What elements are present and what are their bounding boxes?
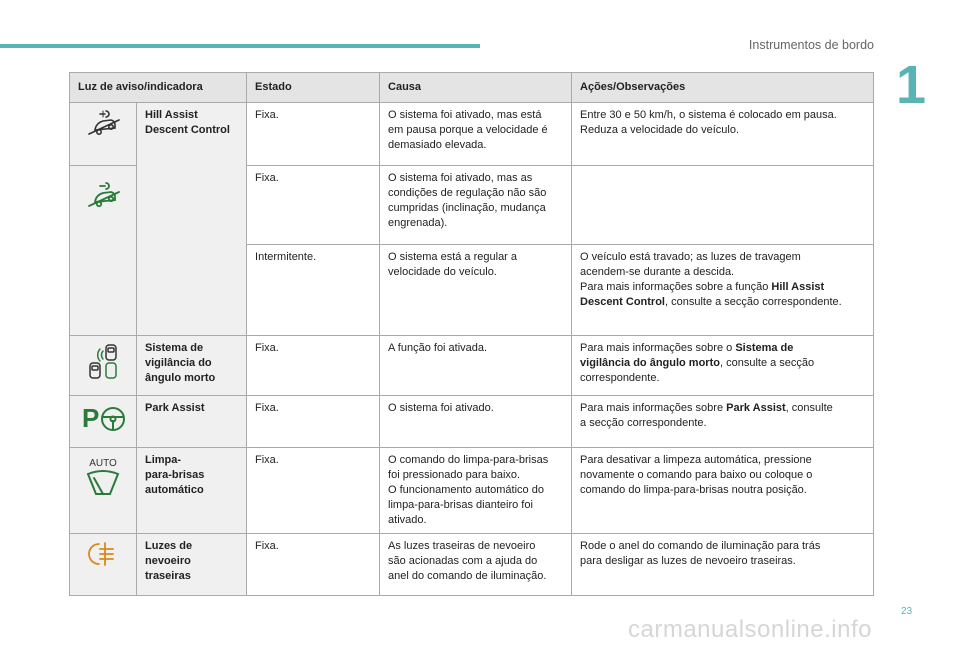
auto-wiper-icon <box>80 456 126 500</box>
status-cell <box>247 396 380 448</box>
cause-text: são acionadas com a ajuda do <box>388 555 538 567</box>
cause-text: condições de regulação não são <box>388 187 547 199</box>
ref-suffix: , consulte <box>785 402 833 414</box>
cause-text: limpa-para-brisas dianteiro foi <box>388 499 533 511</box>
light-name: traseiras <box>145 570 191 582</box>
cause-text: cumpridas (inclinação, mudança <box>388 202 546 214</box>
actions-text: Para desativar a limpeza automática, pressione <box>580 454 812 466</box>
status-cell <box>247 103 380 166</box>
actions-text <box>580 280 865 295</box>
page-number: 23 <box>901 606 913 617</box>
cause-text: ativado. <box>388 514 427 526</box>
cause-text: O comando do limpa-para-brisas <box>388 454 549 466</box>
ref-bold: Descent Control <box>580 296 665 308</box>
status-cell <box>247 448 380 534</box>
ref-bold: vigilância do ângulo morto <box>580 357 720 369</box>
light-name: Luzes de <box>145 540 193 552</box>
ref-suffix: , consulte a secção <box>719 357 815 369</box>
ref-bold: Park Assist <box>726 402 786 414</box>
ref-bold: Sistema de <box>735 342 794 354</box>
actions-cell <box>572 336 874 396</box>
icon-cell <box>70 336 137 396</box>
table-row <box>70 448 874 534</box>
table-row <box>70 534 874 596</box>
park-assist-name-cell <box>137 396 247 448</box>
icon-cell <box>70 396 137 448</box>
icon-cell <box>70 448 137 534</box>
hill-descent-icon <box>83 108 123 138</box>
fog-lamp-name-cell <box>137 534 247 596</box>
actions-text <box>580 341 865 356</box>
cause-text: O sistema está a regular a <box>388 251 518 263</box>
table-header-row <box>70 73 874 103</box>
icon-cell <box>70 103 137 166</box>
status-text: Fixa. <box>255 402 279 414</box>
table-row <box>70 103 874 166</box>
chapter-number: 1 <box>896 55 927 115</box>
actions-text: acendem-se durante a descida. <box>580 266 735 278</box>
actions-text: comando do limpa-para-brisas noutra posição. <box>580 484 807 496</box>
ref-bold: Hill Assist <box>771 281 825 293</box>
status-cell <box>247 166 380 245</box>
column-header-actions: Ações/Observações <box>572 73 874 103</box>
cause-cell <box>380 245 572 336</box>
ref-prefix: Para mais informações sobre <box>580 402 727 414</box>
cause-text: A função foi ativada. <box>388 342 488 354</box>
cause-text: O sistema foi ativado, mas está <box>388 109 542 121</box>
cause-text: anel do comando de iluminação. <box>388 570 547 582</box>
actions-text: novamente o comando para baixo ou coloque o <box>580 469 813 481</box>
cause-text: demasiado elevada. <box>388 139 487 151</box>
light-name: Descent Control <box>145 124 230 136</box>
light-name: ângulo morto <box>145 372 216 384</box>
status-cell <box>247 534 380 596</box>
actions-text: Entre 30 e 50 km/h, o sistema é colocado em pausa. <box>580 109 837 121</box>
light-name: automático <box>145 484 204 496</box>
cause-cell <box>380 336 572 396</box>
hill-assist-name-cell <box>137 103 247 336</box>
cause-text: velocidade do veículo. <box>388 266 497 278</box>
ref-suffix: , consulte a secção correspondente. <box>664 296 842 308</box>
column-header-cause: Causa <box>380 73 572 103</box>
status-text: Fixa. <box>255 172 279 184</box>
cause-text: As luzes traseiras de nevoeiro <box>388 540 536 552</box>
icon-cell <box>70 166 137 336</box>
blind-spot-monitoring-icon <box>81 341 125 381</box>
auto-wiper-label: AUTO <box>89 458 117 469</box>
cause-cell <box>380 166 572 245</box>
status-text: Intermitente. <box>255 251 317 263</box>
actions-text <box>580 356 865 371</box>
actions-cell <box>572 245 874 336</box>
warning-lights-table <box>69 72 874 596</box>
actions-cell <box>572 534 874 596</box>
table-row <box>70 396 874 448</box>
cause-text: O sistema foi ativado, mas as <box>388 172 533 184</box>
cause-text: engrenada). <box>388 217 448 229</box>
actions-text <box>580 295 865 310</box>
actions-cell <box>572 396 874 448</box>
light-name: Hill Assist <box>145 109 198 121</box>
column-header-light: Luz de aviso/indicadora <box>70 73 247 103</box>
ref-prefix: Para mais informações sobre o <box>580 342 736 354</box>
cause-cell <box>380 396 572 448</box>
light-name: vigilância do <box>145 357 212 369</box>
actions-text: correspondente. <box>580 372 660 384</box>
table-row <box>70 336 874 396</box>
cause-cell <box>380 448 572 534</box>
light-name: nevoeiro <box>145 555 191 567</box>
light-name: Park Assist <box>145 402 205 414</box>
actions-text: Reduza a velocidade do veículo. <box>580 124 740 136</box>
status-text: Fixa. <box>255 109 279 121</box>
actions-cell <box>572 166 874 245</box>
blind-spot-name-cell <box>137 336 247 396</box>
section-title: Instrumentos de bordo <box>748 38 874 52</box>
actions-text <box>580 401 865 416</box>
actions-text: Rode o anel do comando de iluminação para trás <box>580 540 821 552</box>
actions-text: para desligar as luzes de nevoeiro traseiras. <box>580 555 796 567</box>
ref-prefix: Para mais informações sobre a função <box>580 281 772 293</box>
hill-descent-active-icon <box>83 180 123 210</box>
park-assist-icon <box>78 401 128 435</box>
cause-text: O funcionamento automático do <box>388 484 544 496</box>
wiper-name-cell <box>137 448 247 534</box>
actions-cell <box>572 103 874 166</box>
status-cell <box>247 245 380 336</box>
cause-text: foi pressionado para baixo. <box>388 469 521 481</box>
watermark[interactable]: carmanualsonline.info <box>628 616 872 643</box>
status-text: Fixa. <box>255 454 279 466</box>
actions-text: a secção correspondente. <box>580 417 707 429</box>
svg-text:P: P <box>82 403 100 433</box>
rear-fog-lamp-icon <box>83 539 123 569</box>
cause-text: O sistema foi ativado. <box>388 402 494 414</box>
status-text: Fixa. <box>255 540 279 552</box>
header-accent-bar <box>0 44 480 48</box>
cause-cell <box>380 534 572 596</box>
light-name: para-brisas <box>145 469 205 481</box>
cause-text: em pausa porque a velocidade é <box>388 124 548 136</box>
light-name: Limpa- <box>145 454 182 466</box>
actions-text: O veículo está travado; as luzes de travagem <box>580 251 801 263</box>
status-text: Fixa. <box>255 342 279 354</box>
column-header-status: Estado <box>247 73 380 103</box>
actions-cell <box>572 448 874 534</box>
icon-cell <box>70 534 137 596</box>
light-name: Sistema de <box>145 342 204 354</box>
status-cell <box>247 336 380 396</box>
cause-cell <box>380 103 572 166</box>
